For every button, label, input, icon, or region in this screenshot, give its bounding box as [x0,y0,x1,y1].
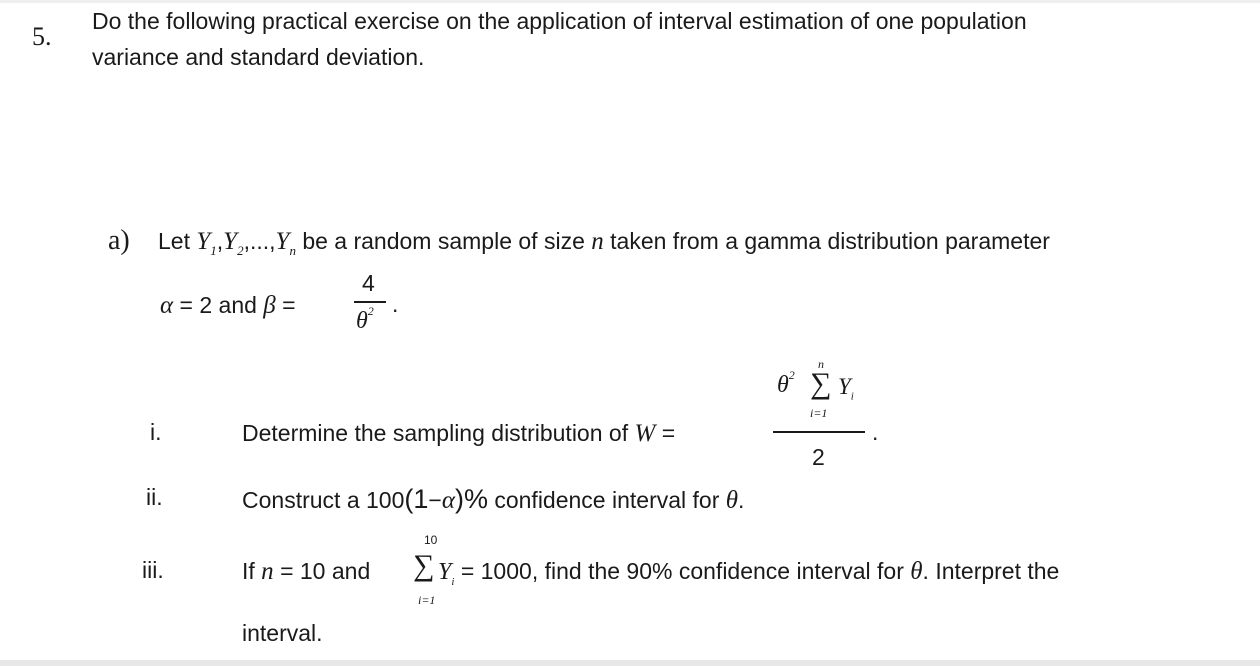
beta-equals: = [282,292,296,318]
item-iii-sum-lower: i=1 [418,593,436,607]
w-equals: = [661,420,676,446]
item-ii-ci-text: confidence interval for [494,487,720,513]
part-a-line-1 [158,228,1050,258]
item-ii-hundred: 100 [366,487,405,513]
item-ii-theta: θ [725,487,739,514]
sample-yn: $Y_n$ [275,228,296,258]
w-symbol: W [634,420,656,447]
item-iii-line-2: interval. [242,620,323,646]
intro-end: taken from a gamma distribution parameter [610,228,1050,254]
instruction-line-2: variance and standard deviation. [92,44,425,70]
item-iii-rest [438,558,1060,588]
item-i-statement: Determine the sampling distribution of [242,420,629,446]
item-ii-period: . [738,487,745,513]
item-iii-numeral: iii. [142,557,164,583]
item-iii-n-value: = 10 [280,558,326,584]
item-iii-if: If [242,558,255,584]
w-denominator: 2 [812,444,825,470]
item-iii-and: and [331,558,371,584]
w-sigma: ∑ [810,367,832,400]
n-symbol: n [591,228,604,255]
item-iii-sigma: ∑ [413,549,435,582]
w-period: . [872,419,879,445]
item-i-text [242,421,675,446]
item-ii-close: )% [454,484,488,514]
item-iii-n: n [261,558,274,585]
and-text: and [218,292,257,318]
item-ii-numeral: ii. [146,484,163,510]
w-sum-lower: i=1 [810,406,828,420]
item-ii-open: (1 [404,484,429,514]
comma-1: , [216,228,224,254]
let-text: Let [158,228,190,254]
alpha-symbol: α [160,292,174,319]
item-i-numeral: i. [150,419,162,445]
w-numerator-theta: $\theta^2$ [777,368,795,398]
alpha-value: = 2 [179,292,213,318]
item-iii-sum-upper: 10 [424,533,438,547]
ellipsis: ,..., [243,228,276,254]
w-fraction-bar [773,431,865,433]
instruction-line-1: Do the following practical exercise on the application of interval estimation of one population [92,8,1027,34]
item-iii-y-term: $Y_i$ [438,559,455,588]
beta-fraction-bar [354,301,386,303]
item-iii-lead [242,559,370,584]
item-ii-text [242,486,744,513]
item-iii-find-text: , find the 90% confidence interval for [531,558,904,584]
beta-numerator: 4 [362,270,375,296]
intro-rest: be a random sample of size [302,228,585,254]
part-a-label: a) [108,225,130,256]
beta-denominator: $\theta^2$ [356,304,374,334]
top-divider [0,0,1260,3]
item-iii-theta: θ [910,558,923,585]
beta-period: . [392,291,399,317]
item-ii-alpha: α [441,487,455,514]
alpha-expression [160,293,296,318]
sample-y2: $Y_2$ [223,228,244,258]
item-ii-construct: Construct a [242,487,360,513]
item-ii-minus: − [428,487,442,513]
w-sum-upper: n [818,357,824,371]
w-y-term: $Y_i$ [838,374,854,403]
bottom-divider [0,660,1260,666]
item-iii-interpret: . Interpret the [922,558,1060,584]
question-number: 5. [32,22,52,51]
sample-y1: $Y_1$ [196,228,217,258]
beta-symbol: β [263,292,276,319]
item-iii-sum-value: = 1000 [460,558,532,584]
